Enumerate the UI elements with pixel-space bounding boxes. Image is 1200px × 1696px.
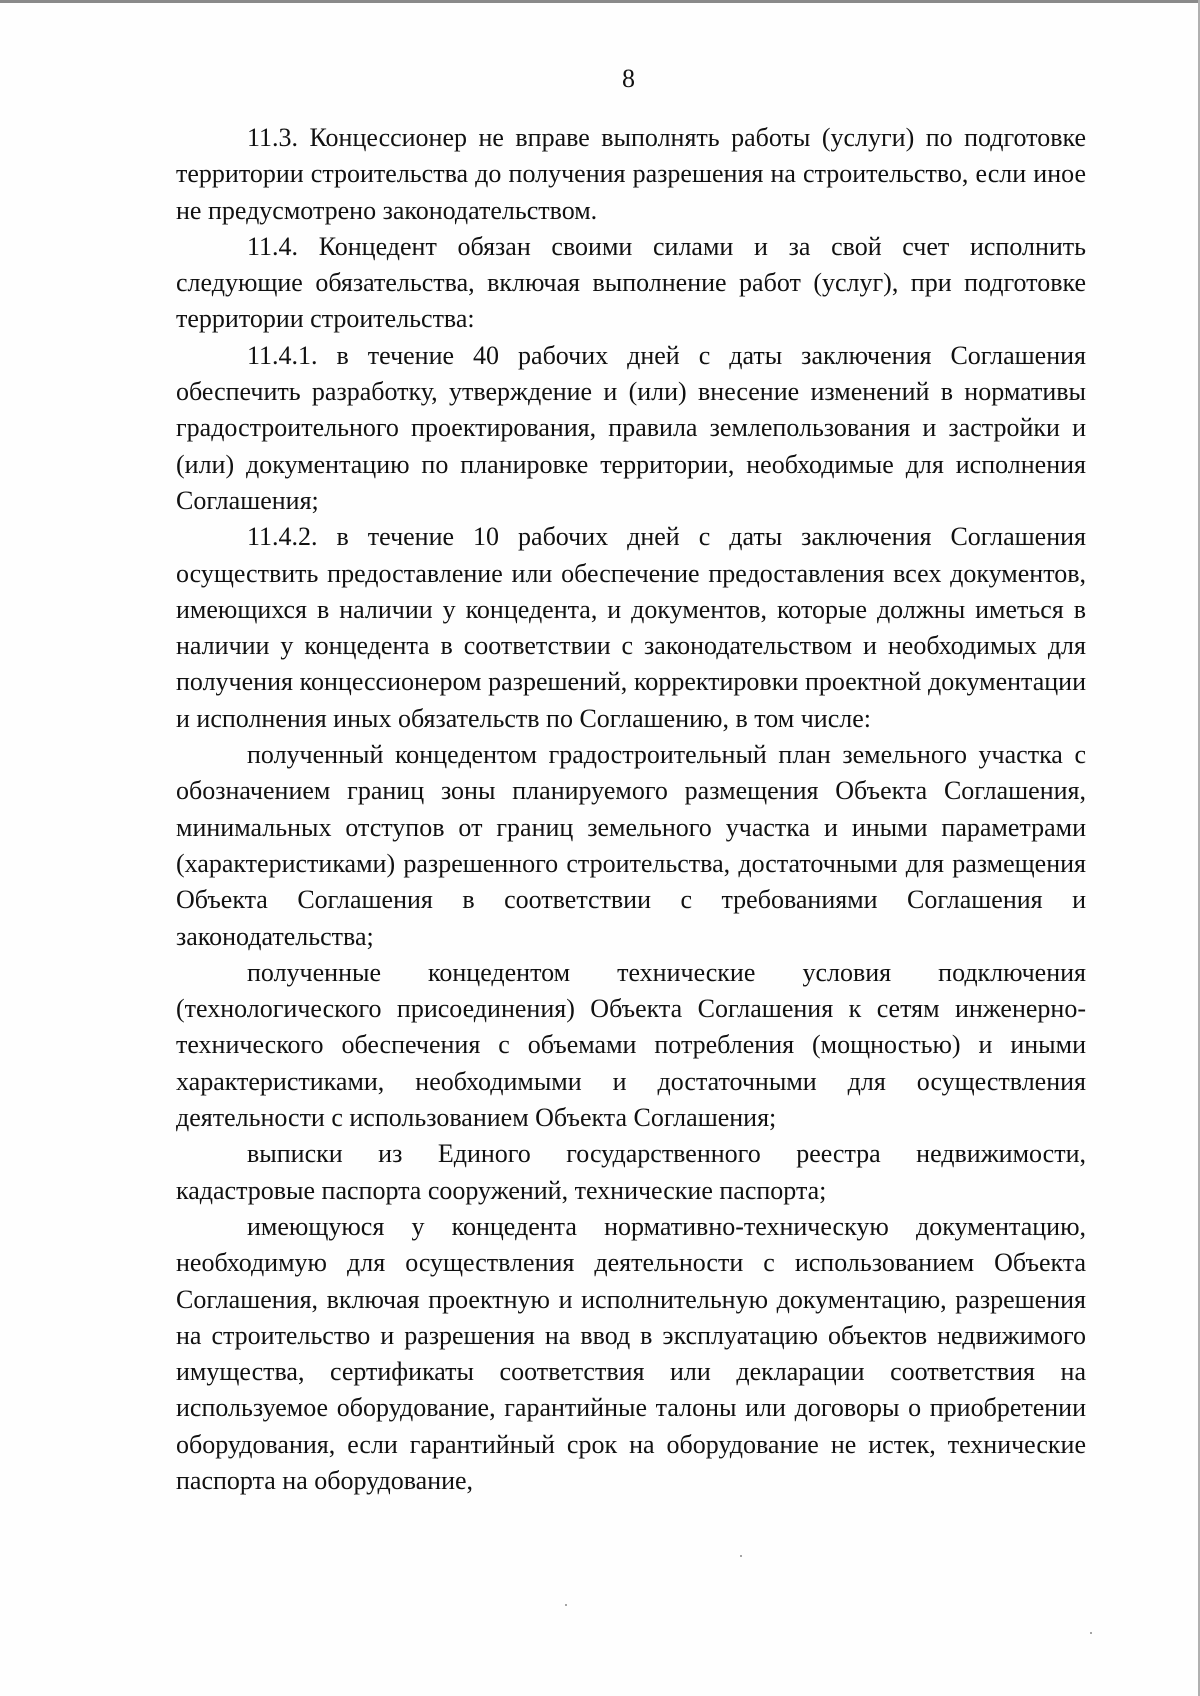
- paragraph-registry-extracts: выписки из Единого государственного реестра недвижимости, кадастровые паспорта сооружений, технические паспорта;: [176, 1139, 1086, 1205]
- document-body: [176, 120, 1086, 1499]
- paragraph-11-4: 11.4. Концедент обязан своими силами и за свой счет исполнить следующие обязательства, включая выполнение работ (услуг), при подготовке территории строительства:: [176, 231, 1086, 334]
- scan-speck: [565, 1604, 567, 1606]
- paragraph-normative-docs: имеющуюся у концедента нормативно-техническую документацию, необходимую для осуществления деятельности с использованием Объекта Соглашения, включая проектную и исполнительную документацию, разрешения на строительство и разрешения на ввод в эксплуатацию объектов недвижимого имущества, сертификаты соответствия или декларации соответствия на используемое оборудование, гарантийные талоны или договоры о приобретении оборудования, если гарантийный срок на оборудование не истек, технические паспорта на оборудование,: [176, 1211, 1086, 1495]
- page-number: 8: [622, 64, 635, 93]
- paragraph-gradplan: полученный концедентом градостроительный план земельного участка с обозначением границ зоны планируемого размещения Объекта Соглашения, минимальных отступов от границ земельного участка и иными параметрами (характеристиками) разрешенного строительства, достаточными для размещения Объекта Соглашения в соответствии с требованиями Соглашения и законодательства;: [176, 740, 1086, 951]
- scan-speck: [1090, 1632, 1092, 1634]
- paragraph-11-4-2: 11.4.2. в течение 10 рабочих дней с даты заключения Соглашения осуществить предоставление или обеспечение предоставления всех документов, имеющихся в наличии у концедента, и документов, которые должны иметься в наличии у концедента в соответствии с законодательством и необходимых для получения концессионером разрешений, корректировки проектной документации и исполнения иных обязательств по Соглашению, в том числе:: [176, 522, 1086, 733]
- paragraph-11-3: 11.3. Концессионер не вправе выполнять работы (услуги) по подготовке территории строительства до получения разрешения на строительство, если иное не предусмотрено законодательством.: [176, 123, 1086, 225]
- scan-edge-top: [0, 0, 1200, 3]
- scan-speck: [740, 1555, 742, 1557]
- paragraph-tech-conditions: полученные концедентом технические условия подключения (технологического присоединения) Объекта Соглашения к сетям инженерно-технического обеспечения с объемами потребления (мощностью) и иными характеристиками, необходимыми и достаточными для осуществления деятельности с использованием Объекта Соглашения;: [176, 957, 1086, 1133]
- paragraph-11-4-1: 11.4.1. в течение 40 рабочих дней с даты заключения Соглашения обеспечить разработку, утверждение и (или) внесение изменений в нормативы градостроительного проектирования, правила землепользования и застройки и (или) документацию по планировке территории, необходимые для исполнения Соглашения;: [176, 340, 1086, 515]
